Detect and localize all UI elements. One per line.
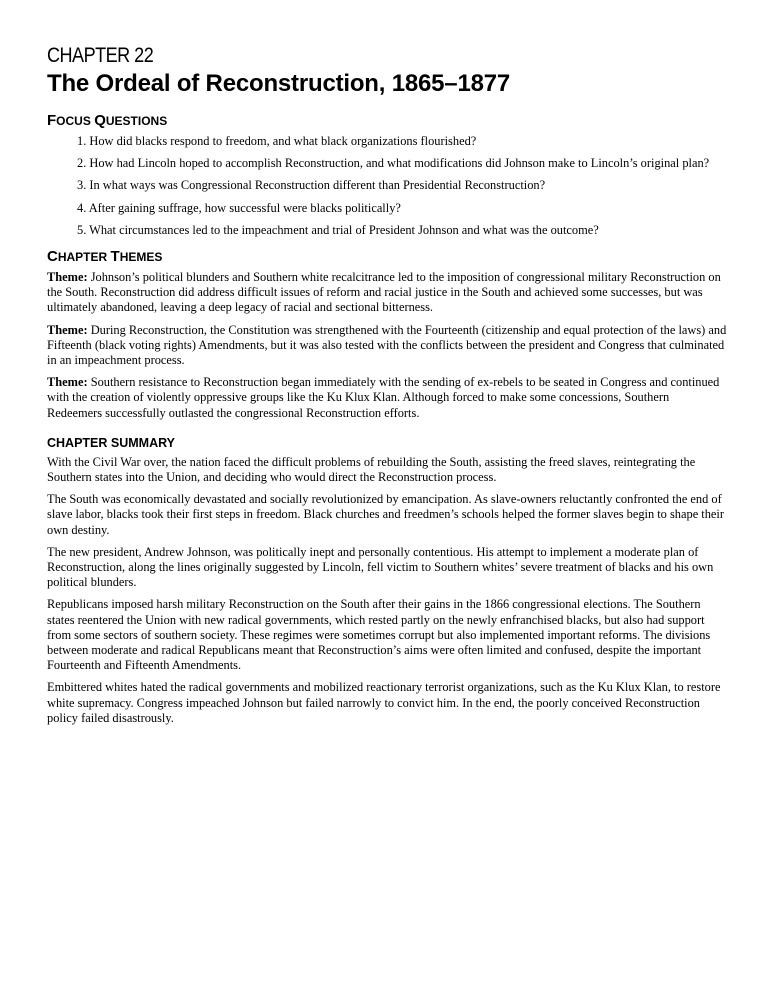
focus-questions-heading (47, 112, 727, 130)
theme-paragraph (47, 375, 727, 421)
theme-text: During Reconstruction, the Constitution was strengthened with the Fourteenth (citizenship and equal protection of the laws) and Fifteenth (black voting rights) Amendments, but it was also tested with the conflicts between the president and Congress that culminated in an impeachment process. (47, 322, 727, 368)
summary-paragraph: The South was economically devastated and socially revolutionized by emancipation. As slave-owners reluctantly confronted the end of slave labor, blacks took their first steps in freedom. Black churches and freedmen’s schools helped the former slaves begin to shape their own destiny. (47, 492, 724, 537)
focus-question-4: 4. After gaining suffrage, how successful were blacks politically? (77, 200, 401, 215)
chapter-themes-section (47, 248, 727, 421)
chapter-summary-section (47, 435, 727, 726)
focus-questions-section (47, 112, 727, 238)
summary-paragraph: With the Civil War over, the nation faced the difficult problems of rebuilding the South, assisting the freed slaves, reintegrating the Southern states into the Union, and deciding who would direct the Reconstruction process. (47, 454, 696, 485)
theme-label: Theme: (47, 270, 88, 285)
heading-letter: Q (94, 112, 106, 129)
theme-label: Theme: (47, 375, 88, 390)
summary-paragraph: Republicans imposed harsh military Reconstruction on the South after their gains in the 1866 congressional elections. The Southern states reentered the Union with new radical governments, which rested partly on the newly enfranchised blacks, but also had support from some sectors of southern society. These regimes were sometimes corrupt but also implemented important reforms. The divisions between moderate and radical Republicans meant that Reconstruction’s aims were often limited and confused, despite the important Fourteenth and Fifteenth Amendments. (47, 597, 711, 673)
chapter-themes-heading (47, 248, 727, 266)
focus-question-5: 5. What circumstances led to the impeachment and trial of President Johnson and what was the outcome? (77, 222, 599, 237)
focus-question-3: 3. In what ways was Congressional Reconstruction different than Presidential Reconstruction? (77, 178, 546, 193)
heading-letter: C (47, 248, 58, 266)
summary-paragraph: Embittered whites hated the radical governments and mobilized reactionary terrorist organizations, such as the Ku Klux Klan, to restore white supremacy. Congress impeached Johnson but failed narrowly to convict him. In the end, the poorly conceived Reconstruction policy failed disastrously. (47, 680, 721, 725)
heading-rest: HAPTER (57, 250, 111, 265)
theme-label: Theme: (47, 322, 88, 337)
document-page (47, 44, 727, 733)
heading-rest: HEMES (119, 250, 163, 265)
theme-paragraph (47, 323, 727, 369)
theme-text: Southern resistance to Reconstruction began immediately with the sending of ex-rebels to be seated in Congress and continued with the creation of violently oppressive groups like the Ku Klux Klan. Although forced to make some concessions, Southern Redeemers successfully outlasted the congressional Reconstruction efforts. (47, 375, 720, 420)
theme-text: Johnson’s political blunders and Southern white recalcitrance led to the imposition of congressional military Reconstruction on the South. Reconstruction did address difficult issues of reform and racial justice in the South and achieved some successes, but was ultimately abandoned, leaving a deep legacy of racial and sectional bitterness. (47, 270, 721, 315)
heading-letter: F (47, 112, 57, 129)
summary-paragraph: The new president, Andrew Johnson, was politically inept and personally contentious. His attempt to implement a moderate plan of Reconstruction, along the lines originally suggested by Lincoln, fell victim to Southern whites’ severe treatment of blacks and his own political blunders. (47, 544, 714, 590)
theme-paragraph (47, 270, 727, 316)
focus-question-2: 2. How had Lincoln hoped to accomplish Reconstruction, and what modifications did Johnson make to Lincoln’s original plan? (77, 156, 710, 171)
focus-question-1: 1. How did blacks respond to freedom, and what black organizations flourished? (77, 134, 477, 148)
chapter-title: The Ordeal of Reconstruction, 1865–1877 (47, 70, 511, 97)
chapter-number: CHAPTER 22 (47, 44, 154, 67)
heading-rest: OCUS (56, 114, 95, 128)
heading-letter: T (110, 248, 120, 266)
heading-rest: UESTIONS (105, 114, 168, 128)
chapter-summary-heading: CHAPTER SUMMARY (47, 435, 176, 450)
focus-questions-list (47, 134, 727, 238)
